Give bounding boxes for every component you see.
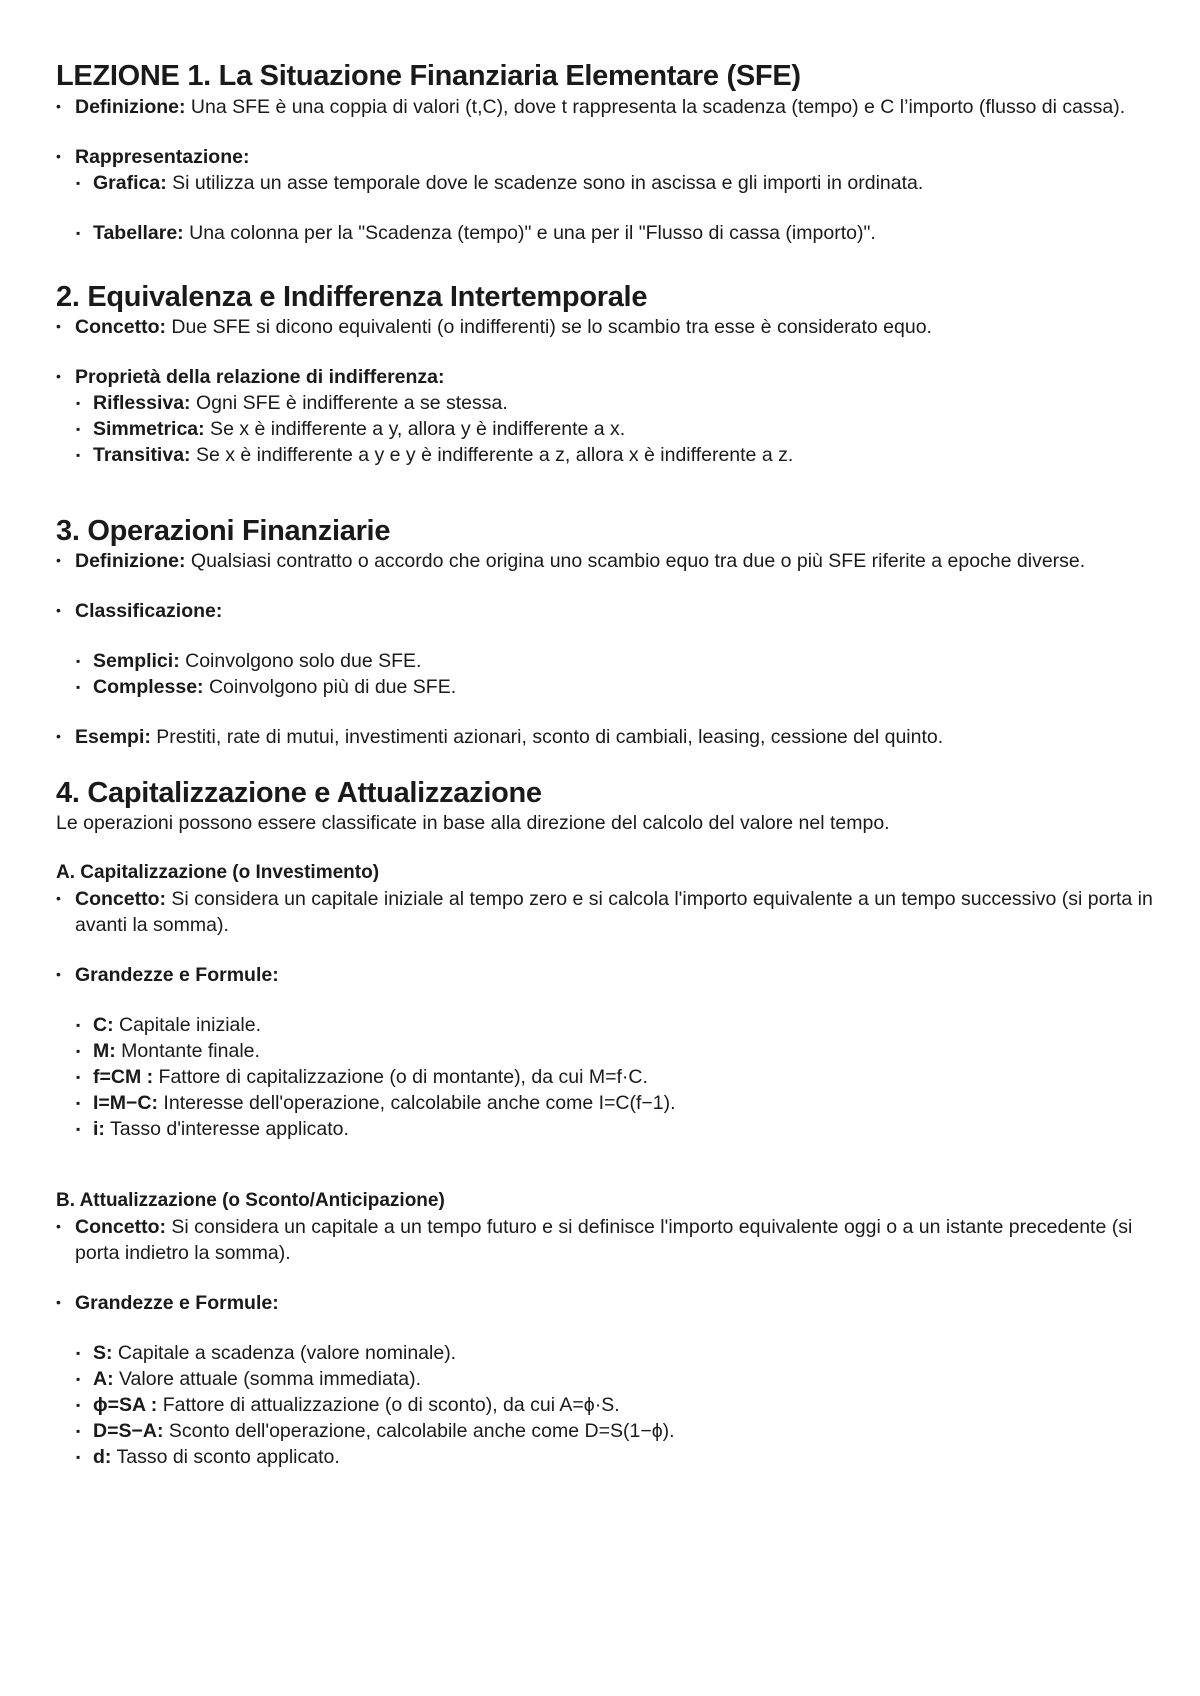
list-item: [56, 1214, 1156, 1266]
item-text: Capitale iniziale.: [113, 1014, 261, 1036]
item-label: Complesse:: [93, 676, 204, 698]
item-label: Concetto:: [75, 316, 166, 338]
sub-list-item: [56, 1340, 1156, 1366]
item-label: f=CM :: [93, 1066, 154, 1088]
item-text: Tasso d'interesse applicato.: [104, 1118, 349, 1140]
section-3-list-3: [56, 648, 1156, 700]
item-text: Due SFE si dicono equivalenti (o indifferenti) se lo scambio tra esse è considerato equo.: [166, 316, 932, 338]
subsection-a-title: A. Capitalizzazione (o Investimento): [56, 862, 380, 883]
item-text: Fattore di capitalizzazione (o di montante), da cui M=f·C.: [153, 1066, 648, 1088]
sub-list-item: [56, 1064, 1156, 1090]
item-label: ϕ=SA :: [93, 1394, 158, 1416]
item-label: Classificazione:: [75, 600, 223, 622]
sub-list-item: [56, 442, 1156, 468]
section-2-title: 2. Equivalenza e Indifferenza Intertemporale: [56, 281, 648, 313]
item-label: Concetto:: [75, 1216, 166, 1238]
item-label: Tabellare:: [93, 222, 184, 244]
list-item: [56, 598, 1156, 624]
sub-list-item: [56, 1366, 1156, 1392]
item-label: Grandezze e Formule:: [75, 1292, 279, 1314]
item-label: S:: [93, 1342, 113, 1364]
item-text: Coinvolgono solo due SFE.: [179, 650, 422, 672]
item-text: Ogni SFE è indifferente a se stessa.: [190, 392, 508, 414]
subsection-b-formulas: [56, 1340, 1156, 1470]
item-text: Valore attuale (somma immediata).: [113, 1368, 421, 1390]
item-label: Riflessiva:: [93, 392, 191, 414]
section-1-list: [56, 94, 1156, 120]
item-text: Interesse dell'operazione, calcolabile anche come I=C(f−1).: [158, 1092, 676, 1114]
item-text: Prestiti, rate di mutui, investimenti azionari, sconto di cambiali, leasing, cessione del quinto.: [150, 726, 944, 748]
sub-list-item: [56, 1116, 1156, 1142]
section-2-list-2: [56, 364, 1156, 468]
list-item: [56, 364, 1156, 390]
item-label: Grafica:: [93, 172, 167, 194]
item-text: Tasso di sconto applicato.: [111, 1446, 340, 1468]
section-1-title: LEZIONE 1. La Situazione Finanziaria Elementare (SFE): [56, 60, 801, 92]
list-item: [56, 962, 1156, 988]
sub-list-item: [56, 1444, 1156, 1470]
section-3-title: 3. Operazioni Finanziarie: [56, 515, 391, 547]
list-item: [56, 724, 1156, 750]
list-item: [56, 144, 1156, 170]
list-item: [56, 94, 1156, 120]
item-text: Qualsiasi contratto o accordo che origina uno scambio equo tra due o più SFE riferite a epoche diverse.: [185, 550, 1086, 572]
item-text: Una SFE è una coppia di valori (t,C), dove t rappresenta la scadenza (tempo) e C l’importo (flusso di cassa).: [185, 96, 1126, 118]
section-1-list-2: [56, 144, 1156, 196]
section-3-list: [56, 548, 1156, 574]
section-4-title: 4. Capitalizzazione e Attualizzazione: [56, 777, 542, 809]
section-3-list-2: [56, 598, 1156, 624]
sub-list-item: [56, 1012, 1156, 1038]
item-label: Transitiva:: [93, 444, 191, 466]
item-text: Una colonna per la "Scadenza (tempo)" e una per il "Flusso di cassa (importo)".: [183, 222, 876, 244]
section-1-list-3: [56, 220, 1156, 246]
sub-list-item: [56, 1418, 1156, 1444]
list-item: [56, 314, 1156, 340]
item-label: Semplici:: [93, 650, 180, 672]
item-label: I=M−C:: [93, 1092, 159, 1114]
document-page: [56, 58, 1156, 1470]
item-label: i:: [93, 1118, 105, 1140]
item-label: Esempi:: [75, 726, 151, 748]
item-text: Se x è indifferente a y, allora y è indifferente a x.: [204, 418, 626, 440]
list-item: [56, 1290, 1156, 1316]
sub-list-item: [56, 1090, 1156, 1116]
item-text: Coinvolgono più di due SFE.: [203, 676, 457, 698]
item-label: D=S−A:: [93, 1420, 164, 1442]
item-label: Grandezze e Formule:: [75, 964, 279, 986]
item-text: Fattore di attualizzazione (o di sconto), da cui A=ϕ·S.: [157, 1394, 620, 1416]
subsection-a-list-2: [56, 962, 1156, 988]
item-text: Si utilizza un asse temporale dove le scadenze sono in ascissa e gli importi in ordinata.: [166, 172, 924, 194]
sub-list-item: [56, 1038, 1156, 1064]
section-2-list: [56, 314, 1156, 340]
section-3-list-4: [56, 724, 1156, 750]
item-text: Se x è indifferente a y e y è indifferente a z, allora x è indifferente a z.: [190, 444, 794, 466]
item-text: Montante finale.: [115, 1040, 260, 1062]
item-text: Sconto dell'operazione, calcolabile anche come D=S(1−ϕ).: [163, 1420, 675, 1442]
sub-list-item: [56, 1392, 1156, 1418]
subsection-b-list-2: [56, 1290, 1156, 1316]
item-label: Rappresentazione:: [75, 146, 250, 168]
item-label: A:: [93, 1368, 114, 1390]
sub-list-item: [56, 416, 1156, 442]
item-label: Simmetrica:: [93, 418, 205, 440]
item-label: Concetto:: [75, 888, 166, 910]
list-item: [56, 886, 1156, 938]
item-label: C:: [93, 1014, 114, 1036]
section-4-intro: Le operazioni possono essere classificate in base alla direzione del calcolo del valore nel tempo.: [56, 812, 890, 834]
sub-list-item: [56, 674, 1156, 700]
item-text: Si considera un capitale a un tempo futuro e si definisce l'importo equivalente oggi o a un istante precedente (si porta indietro la somma).: [75, 1216, 1133, 1264]
sub-list-item: [56, 220, 1156, 246]
list-item: [56, 548, 1156, 574]
sub-list-item: [56, 390, 1156, 416]
subsection-a-formulas: [56, 1012, 1156, 1142]
item-text: Si considera un capitale iniziale al tempo zero e si calcola l'importo equivalente a un tempo successivo (si porta in avanti la somma).: [75, 888, 1153, 936]
item-label: d:: [93, 1446, 112, 1468]
subsection-b-title: B. Attualizzazione (o Sconto/Anticipazione): [56, 1190, 445, 1211]
item-label: Proprietà della relazione di indifferenza:: [75, 366, 445, 388]
item-text: Capitale a scadenza (valore nominale).: [112, 1342, 457, 1364]
subsection-a-list: [56, 886, 1156, 938]
subsection-b-list: [56, 1214, 1156, 1266]
item-label: Definizione:: [75, 550, 186, 572]
sub-list-item: [56, 170, 1156, 196]
item-label: Definizione:: [75, 96, 186, 118]
item-label: M:: [93, 1040, 116, 1062]
sub-list-item: [56, 648, 1156, 674]
